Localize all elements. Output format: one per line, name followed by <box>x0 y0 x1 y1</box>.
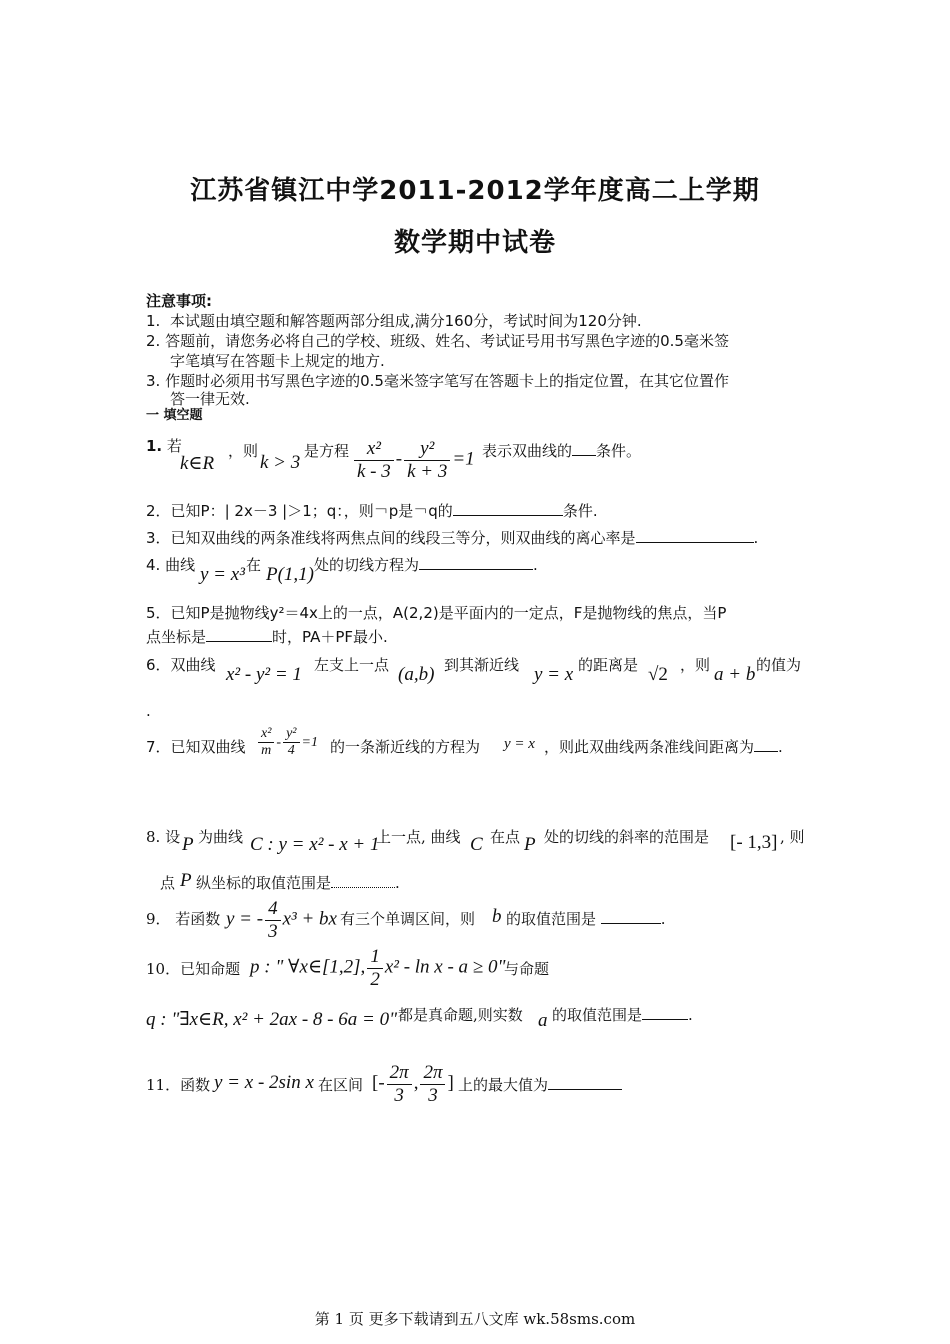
q7-text-tail: ，则此双曲线两条准线间距离为 . <box>544 738 783 756</box>
answer-blank[interactable] <box>206 627 272 642</box>
q4-text-at: 在 <box>246 556 262 574</box>
notice-item-3: 3. 作题时必须用书写黑色字迹的0.5毫米签字笔写在答题卡上的指定位置，在其它位置作 <box>146 372 729 390</box>
q10-equation-p: p : " ∀x∈[1,2], $\frac{1}{2}$ x² - ln x - a ≥ 0" <box>250 946 506 990</box>
question-5-line2: 点坐标是 时，PA＋PF最小. <box>146 628 388 646</box>
question-11-label: 11．函数 <box>146 1076 211 1094</box>
question-3: 3．已知双曲线的两条准线将两焦点间的线段三等分，则双曲线的离心率是 . <box>146 529 759 547</box>
q6-text-value: 的值为 <box>756 656 802 674</box>
answer-blank[interactable] <box>636 528 754 543</box>
notice-item-1: 1. 本试题由填空题和解答题两部分组成,满分160分，考试时间为120分钟. <box>146 312 642 330</box>
q11-text-interval: 在区间 <box>318 1076 364 1094</box>
q8-text-at: 在点 <box>490 828 521 846</box>
question-5: 5．已知P是抛物线y²＝4x上的一点，A(2,2)是平面内的一定点，F是抛物线的焦点，当P <box>146 604 727 622</box>
page-subtitle: 数学期中试卷 <box>393 228 556 258</box>
answer-blank[interactable] <box>548 1075 622 1090</box>
answer-blank[interactable] <box>601 909 661 924</box>
q1-fraction-a: $\frac{\text{x²}}{k - 3}$ <box>354 438 394 483</box>
q7-equation: $\frac{\text{x²}}{m}$ - $\frac{\text{y²}}{4}$ =1 <box>256 726 318 759</box>
q8-text-slope: 处的切线的斜率的范围是 <box>544 828 710 846</box>
q6-text-then: ，则 <box>680 656 711 674</box>
answer-blank[interactable] <box>572 441 596 456</box>
q10-fraction: $\frac{1}{2}$ <box>367 946 383 991</box>
q6-period: . <box>146 702 151 720</box>
q11-fraction-a: $\frac{2\pi}{3}$ <box>387 1062 412 1107</box>
q8-math-range: [- 1,3] <box>730 832 778 853</box>
q10-text-tail: 的取值范围是 . <box>552 1006 693 1024</box>
question-2: 2．已知P：| 2x－3 |＞1；q：，则￢p是￢q的 条件. <box>146 502 598 520</box>
page-title: 江苏省镇江中学2011-2012学年度高二上学期 <box>190 176 760 206</box>
q11-fraction-b: $\frac{2\pi}{3}$ <box>420 1062 445 1107</box>
answer-blank[interactable] <box>642 1005 688 1020</box>
q4-text-tail: 处的切线方程为 . <box>314 556 538 574</box>
q11-math-interval: [- $\frac{2\pi}{3}$ , $\frac{2\pi}{3}$ ] <box>372 1062 454 1106</box>
q6-math-ab: (a,b) <box>398 664 435 685</box>
question-7-label: 7．已知双曲线 <box>146 738 246 756</box>
notice-item-3-cont: 答一律无效. <box>170 390 250 408</box>
notice-item-2: 2. 答题前，请您务必将自己的学校、班级、姓名、考试证号用书写黑色字迹的0.5毫米签 <box>146 332 729 350</box>
question-1: 1. 若 <box>146 437 182 455</box>
q8-math-c: C <box>470 834 483 855</box>
q6-text-asymptote: 到其渐近线 <box>444 656 520 674</box>
q9-text-tail: 的取值范围是 . <box>506 910 666 928</box>
answer-blank[interactable] <box>754 737 778 752</box>
answer-blank[interactable] <box>331 873 395 888</box>
q7-fraction-b: $\frac{\text{y²}}{4}$ <box>283 726 299 759</box>
q7-math-line: y = x <box>504 736 535 752</box>
q1-fraction-b: $\frac{\text{y²}}{k + 3}$ <box>404 438 450 483</box>
q7-fraction-a: $\frac{\text{x²}}{m}$ <box>258 726 274 759</box>
q6-math-hyperbola: x² - y² = 1 <box>226 664 302 685</box>
question-4-label: 4. 曲线 <box>146 556 196 574</box>
q4-math-point: P(1,1) <box>266 564 315 585</box>
q1-equation: $\frac{\text{x²}}{k - 3}$ - $\frac{\text{y²}}{k + 3}$ =1 <box>352 438 475 483</box>
q1-text-equation: 是方程 <box>304 442 350 460</box>
answer-blank[interactable] <box>419 555 533 570</box>
q11-math-function: y = x - 2sin x <box>214 1072 314 1093</box>
q6-text-distance: 的距离是 <box>578 656 639 674</box>
notice-heading: 注意事项: <box>146 292 212 310</box>
q6-math-line: y = x <box>534 664 574 685</box>
q8-text-then: , 则 <box>780 828 805 846</box>
q8-math-curve: C : y = x² - x + 1 <box>250 834 380 855</box>
q1-math-k-gt-3: k > 3 <box>260 452 301 473</box>
q11-text-tail: 上的最大值为 <box>458 1074 622 1095</box>
question-9-label: 9． 若函数 <box>146 910 221 928</box>
q8-line2-tail: 纵坐标的取值范围是 . <box>196 874 400 892</box>
q9-text-mono: 有三个单调区间，则 <box>340 910 476 928</box>
q8-math-p2: P <box>524 834 536 855</box>
q8-math-p: P <box>182 834 194 855</box>
section-heading: 一 填空题 <box>146 408 203 423</box>
q10-math-a: a <box>538 1010 548 1031</box>
q10-text-and: 与命题 <box>504 960 550 978</box>
q6-text-point: 左支上一点 <box>314 656 390 674</box>
q9-fraction: $\frac{4}{3}$ <box>265 898 281 943</box>
q1-math-k-in-r: k∈R <box>180 453 215 474</box>
answer-blank[interactable] <box>453 501 563 516</box>
q6-math-a-plus-b: a + b <box>714 664 756 685</box>
q4-math-curve: y = x³ <box>200 564 245 585</box>
q8-text-point: 上一点, 曲线 <box>376 828 461 846</box>
q1-text-tail: 表示双曲线的 条件。 <box>482 442 642 460</box>
notice-item-2-cont: 字笔填写在答题卡上规定的地方. <box>170 352 385 370</box>
q6-math-sqrt2: √2 <box>648 664 668 685</box>
q8-math-p3: P <box>180 870 192 891</box>
question-10-label: 10．已知命题 <box>146 960 241 978</box>
q9-math-b: b <box>492 906 502 927</box>
q10-equation-q: q : "∃x∈R, x² + 2ax - 8 - 6a = 0" <box>146 1009 398 1030</box>
q1-text-then: ，则 <box>228 442 259 460</box>
page-footer: 第 1 页 更多下载请到五八文库 wk.58sms.com <box>314 1310 636 1328</box>
question-6-label: 6．双曲线 <box>146 656 216 674</box>
q10-text-true: 都是真命题,则实数 <box>398 1006 523 1024</box>
q8-text-curve: 为曲线 <box>198 828 244 846</box>
q7-text-asymptote: 的一条渐近线的方程为 <box>330 738 481 756</box>
q8-line2-label: 点 <box>160 874 176 892</box>
q9-equation: y = - $\frac{4}{3}$ x³ + bx <box>226 898 337 942</box>
question-8-label: 8. 设 <box>146 828 181 846</box>
